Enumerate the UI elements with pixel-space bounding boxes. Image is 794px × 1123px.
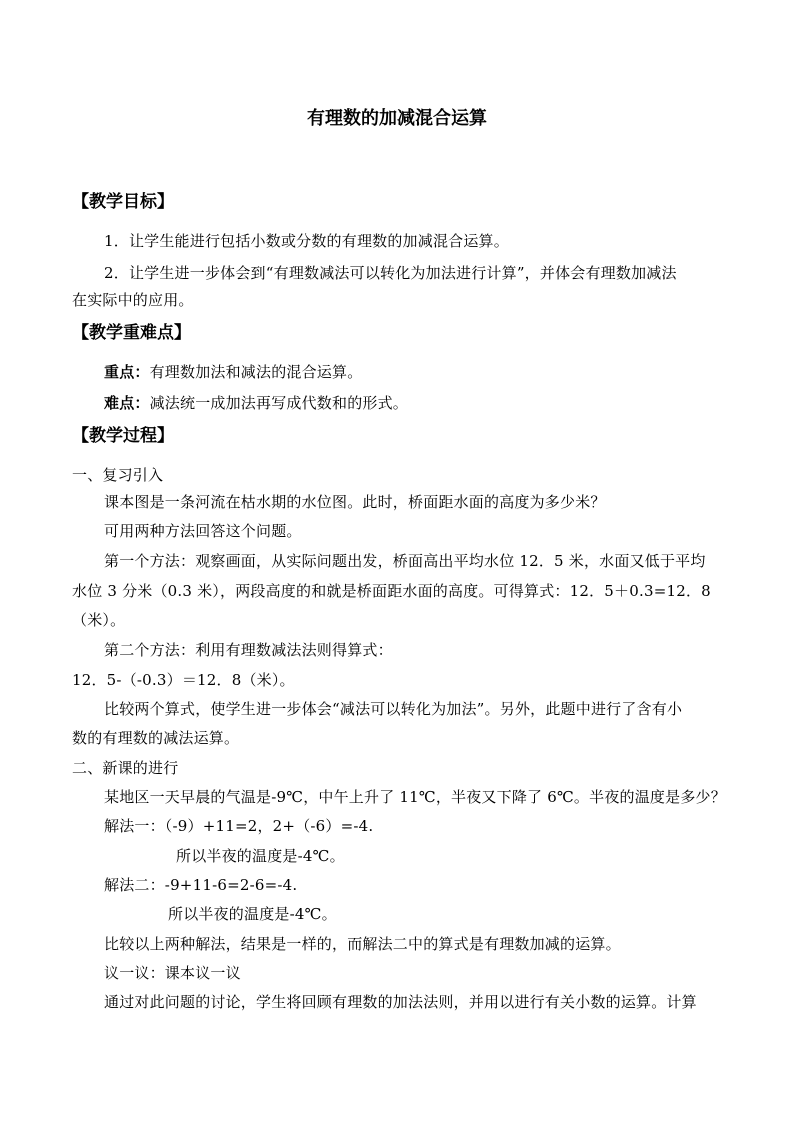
part2-line-1: 某地区一天早晨的气温是-9℃，中午上升了 11℃，半夜又下降了 6℃。半夜的温度是多少？ (104, 788, 726, 806)
part1-line-5: （米）。 (72, 611, 126, 629)
part2-line-6: 比较以上两种解法，结果是一样的，而解法二中的算式是有理数加减的运算。 (104, 935, 621, 953)
difficulty-line (104, 393, 408, 413)
part2-line-2: 解法一：（-9）+11=2，2+（-6）=-4. (104, 817, 374, 835)
part1-line-2: 可用两种方法回答这个问题。 (104, 522, 302, 540)
part1-heading: 一、复习引入 (72, 466, 164, 484)
part1-line-8: 比较两个算式，使学生进一步体会“减法可以转化为加法”。另外，此题中进行了含有小 (104, 700, 683, 718)
key-points-heading: 【教学重难点】 (72, 323, 191, 343)
process-heading: 【教学过程】 (72, 426, 174, 446)
part1-line-7: 12．5-（-0.3）＝12．8（米）。 (72, 671, 295, 689)
objectives-line-1: 1．让学生能进行包括小数或分数的有理数的加减混合运算。 (104, 232, 509, 250)
difficulty-label: 难点： (104, 394, 150, 412)
objectives-heading: 【教学目标】 (72, 192, 174, 212)
part1-line-6: 第二个方法：利用有理数减法法则得算式： (104, 641, 393, 659)
focus-text: 有理数加法和减法的混合运算。 (149, 363, 363, 381)
part1-line-1: 课本图是一条河流在枯水期的水位图。此时，桥面距水面的高度为多少米？ (104, 493, 606, 511)
difficulty-text: 减法统一成加法再写成代数和的形式。 (149, 394, 409, 412)
part2-line-4: 解法二：-9+11-6=2-6=-4. (104, 876, 298, 894)
part2-heading: 二、新课的进行 (72, 759, 179, 777)
part1-line-3: 第一个方法：观察画面，从实际问题出发，桥面高出平均水位 12．5 米，水面又低于平均 (104, 552, 706, 570)
objectives-line-2: 2．让学生进一步体会到“有理数减法可以转化为加法进行计算”，并体会有理数加减法 (104, 264, 677, 282)
focus-label: 重点： (104, 363, 150, 381)
part1-line-4: 水位 3 分米（0.3 米），两段高度的和就是桥面距水面的高度。可得算式：12．5＋0.3=12．8 (72, 582, 711, 600)
document-title: 有理数的加减混合运算 (307, 108, 487, 129)
part2-line-7: 议一议：课本议一议 (104, 964, 241, 982)
part2-line-3: 所以半夜的温度是-4℃。 (176, 847, 345, 865)
part2-line-8: 通过对此问题的讨论，学生将回顾有理数的加法法则，并用以进行有关小数的运算。计算 (104, 993, 697, 1011)
part2-line-5: 所以半夜的温度是-4℃。 (168, 905, 337, 923)
focus-line (104, 362, 362, 382)
part1-line-9: 数的有理数的减法运算。 (72, 729, 240, 747)
objectives-line-3: 在实际中的应用。 (72, 291, 194, 309)
